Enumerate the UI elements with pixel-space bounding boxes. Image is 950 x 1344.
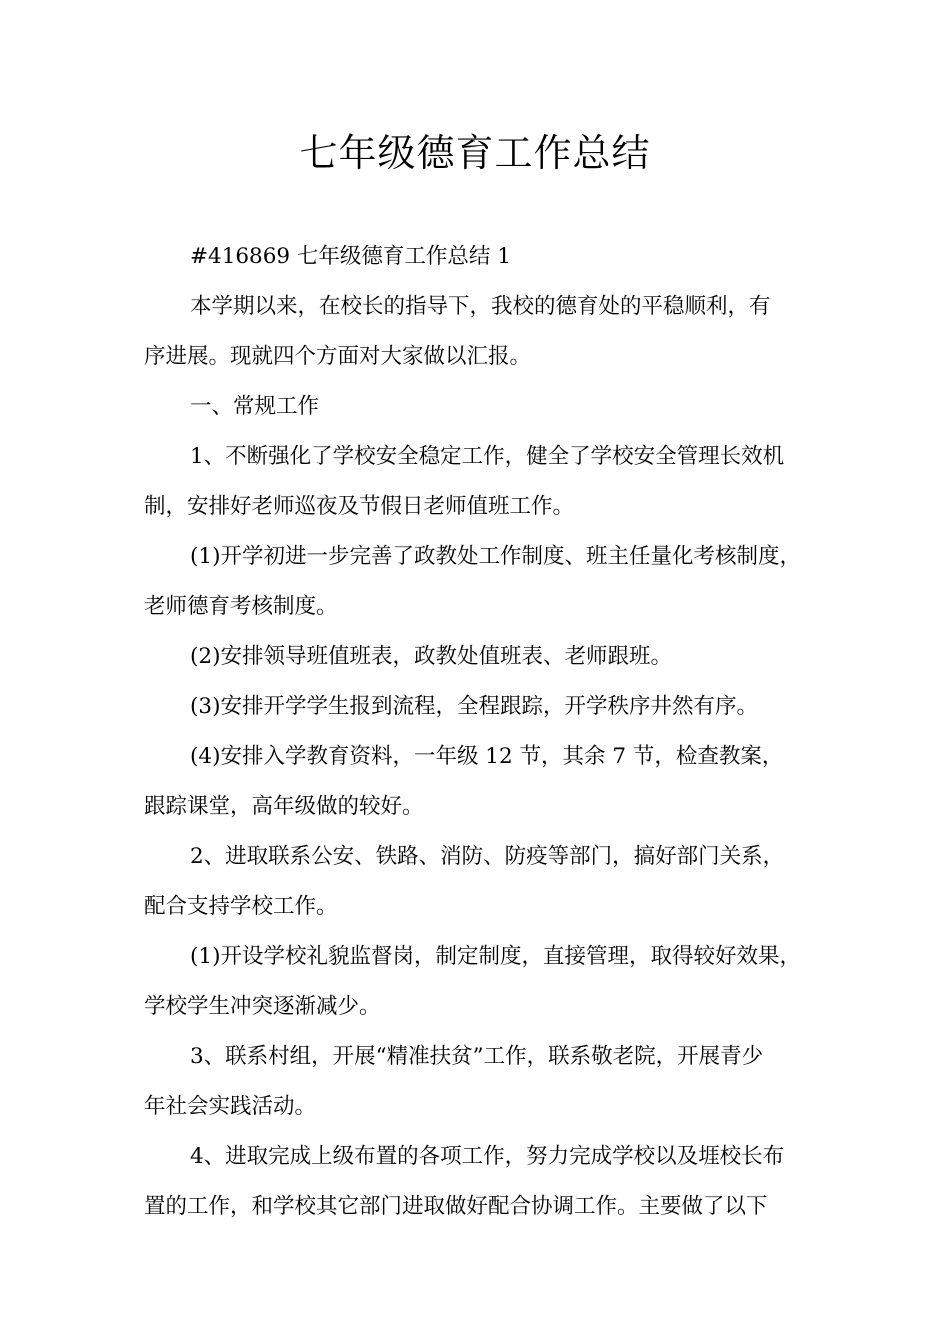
paragraph-line: 制，安排好老师巡夜及节假日老师值班工作。: [144, 494, 575, 519]
paragraph-line: 老师德育考核制度。: [144, 594, 338, 619]
document-body: [144, 232, 820, 1232]
paragraph-line: 置的工作，和学校其它部门进取做好配合协调工作。主要做了以下: [144, 1194, 768, 1219]
paragraph-line: 1、不断强化了学校安全稳定工作，健全了学校安全管理长效机: [190, 444, 785, 469]
paragraph-line: (2)安排领导班值班表，政教处值班表、老师跟班。: [190, 644, 672, 669]
paragraph-line: (1)开设学校礼貌监督岗，制定制度，直接管理，取得较好效果，: [190, 944, 801, 969]
paragraph-line: (3)安排开学学生报到流程，全程跟踪，开学秩序井然有序。: [190, 694, 758, 719]
section-heading: 一、常规工作: [190, 394, 320, 419]
paragraph-line: 2、进取联系公安、铁路、消防、防疫等部门，搞好部门关系，: [190, 844, 785, 869]
document-title: 七年级德育工作总结: [299, 131, 651, 175]
paragraph-line: 本学期以来，在校长的指导下，我校的德育处的平稳顺利，有: [190, 294, 771, 319]
paragraph-line: 配合支持学校工作。: [144, 894, 338, 919]
paragraph-line: 跟踪课堂，高年级做的较好。: [144, 794, 424, 819]
paragraph-line: 序进展。现就四个方面对大家做以汇报。: [144, 344, 532, 369]
paragraph-line: (4)安排入学教育资料，一年级 12 节，其余 7 节，检查教案，: [190, 744, 784, 769]
paragraph-line: 4、进取完成上级布置的各项工作，努力完成学校以及堐校长布: [190, 1144, 785, 1169]
section-heading: #416869 七年级德育工作总结 1: [190, 244, 511, 269]
paragraph-line: 学校学生冲突逐渐减少。: [144, 994, 381, 1019]
paragraph-line: (1)开学初进一步完善了政教处工作制度、班主任量化考核制度，: [190, 544, 801, 569]
paragraph-line: 年社会实践活动。: [144, 1094, 317, 1119]
paragraph-line: 3、联系村组，开展“精准扶贫”工作，联系敬老院，开展青少: [190, 1044, 764, 1069]
